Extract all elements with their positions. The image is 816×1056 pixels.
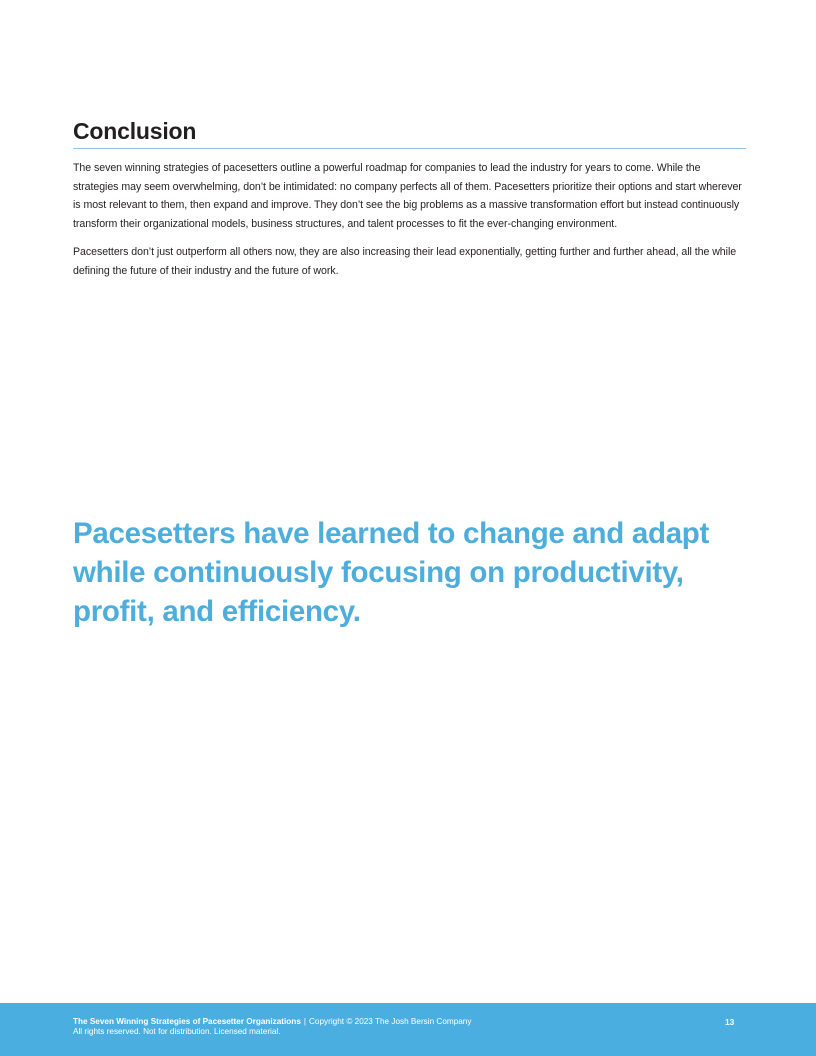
pull-quote: Pacesetters have learned to change and adapt while continuously focusing on productivity, profit, and efficiency.: [73, 517, 710, 628]
footer-separator: |: [303, 1017, 307, 1026]
footer-report-title: The Seven Winning Strategies of Pacesetter Organizations: [73, 1017, 301, 1026]
page-number: 13: [725, 1017, 735, 1027]
heading-divider: [73, 148, 746, 149]
footer-rights-notice: All rights reserved. Not for distribution. Licensed material.: [73, 1027, 281, 1036]
conclusion-section: [73, 116, 746, 291]
body-paragraph-2: Pacesetters don’t just outperform all others now, they are also increasing their lead exponentially, getting further and further ahead, all the while defining the future of their industry and the future of work.: [73, 246, 737, 277]
footer-copyright: Copyright © 2023 The Josh Bersin Company: [309, 1017, 472, 1026]
body-paragraph-1: The seven winning strategies of pacesetters outline a powerful roadmap for companies to lead the industry for years to come. While the strategies may seem overwhelming, don’t be intimidated: no company perfects all of them. Pacesetters prioritize their options and start wherever is most relevant to them, then expand and improve. They don’t see the big problems as a massive transformation effort but instead continuously transform their organizational models, business structures, and talent processes to fit the ever-changing environment.: [73, 162, 742, 230]
page-footer: [0, 1003, 816, 1056]
footer-line-1: [73, 1017, 471, 1027]
section-heading: Conclusion: [73, 118, 197, 144]
